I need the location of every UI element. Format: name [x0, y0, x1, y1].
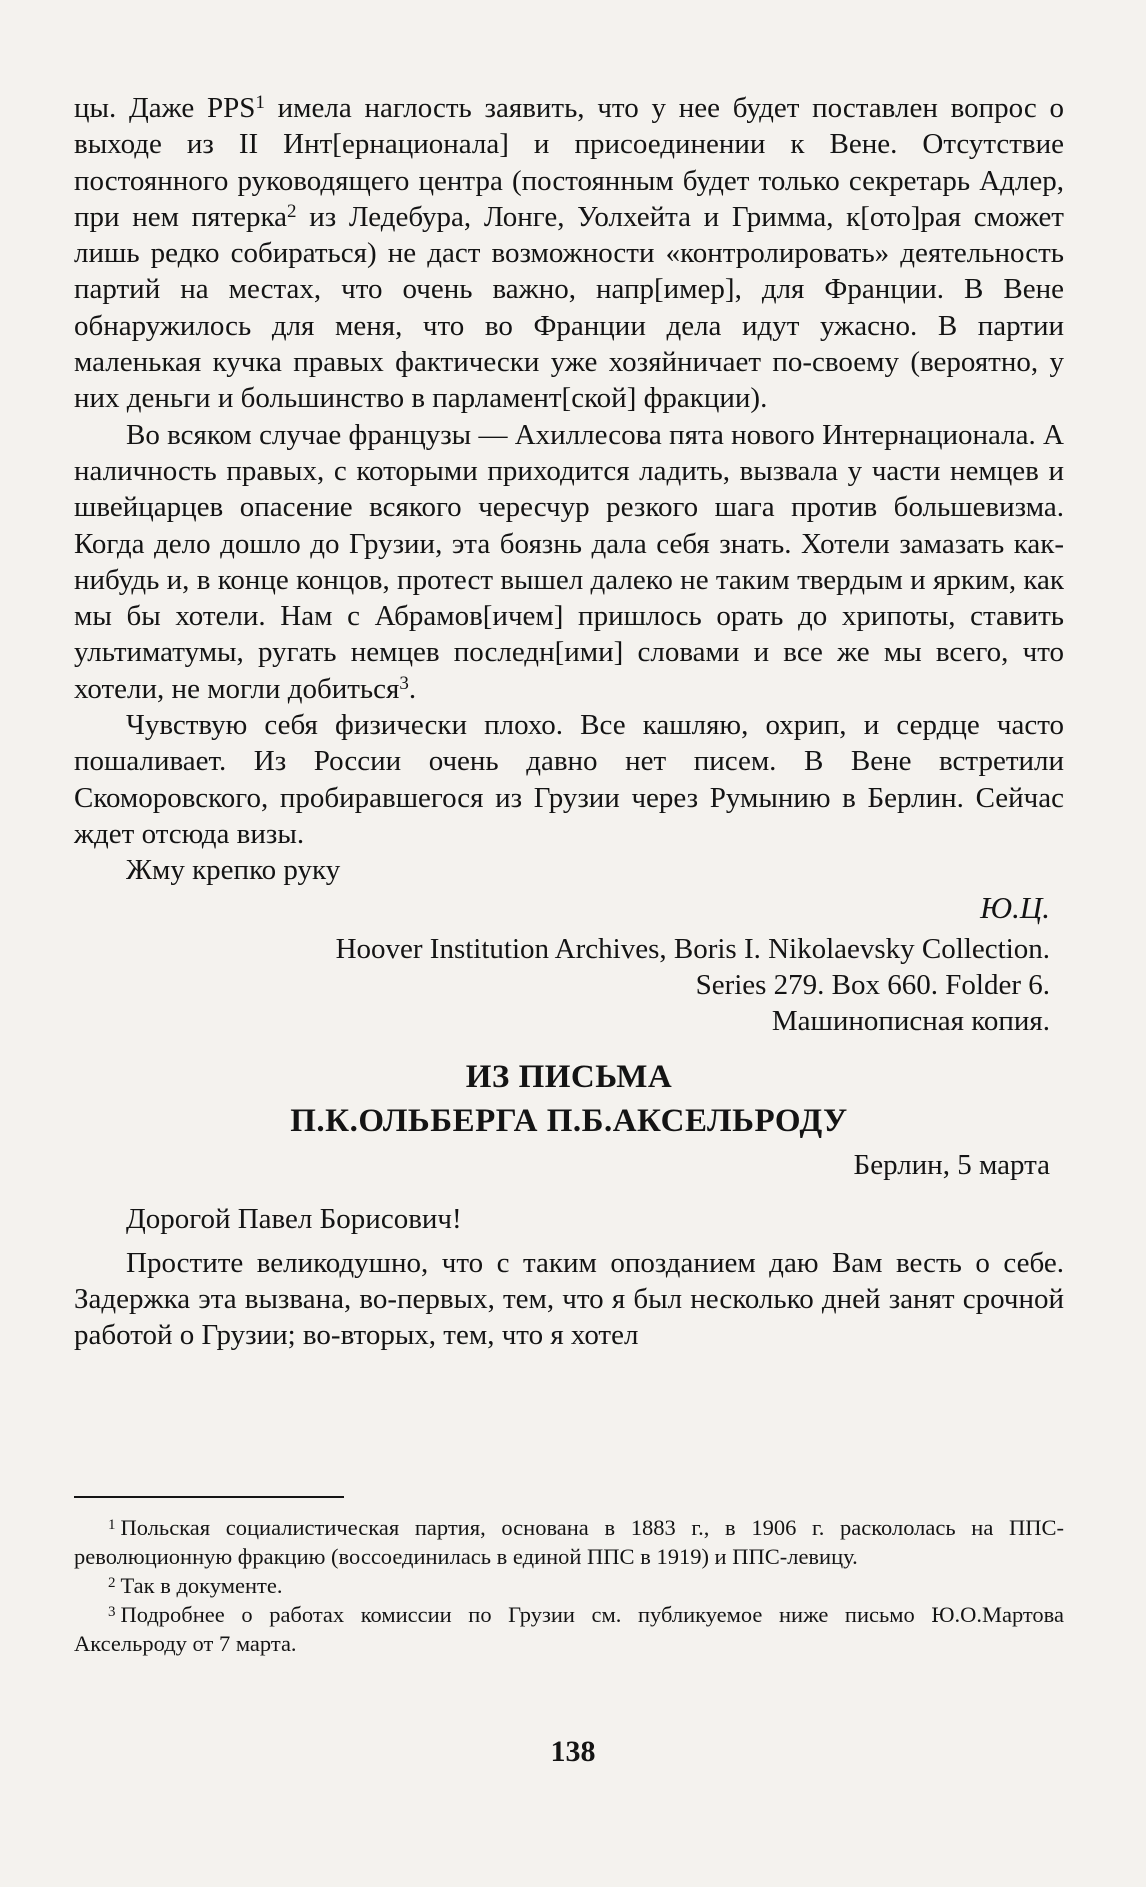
- text-span: из Ледебура, Лонге, Уолхейта и Гримма, к[ото]рая сможет лишь редко собираться) не даст возможности «контролировать» деятельность партий на местах, что очень важно, напр[имер], для Франции. В Вене обнаружилось для меня, что во Франции дела идут ужасно. В партии маленькая кучка правых фактически уже хозяйничает по-своему (вероятно, у них деньги и большинство в парламент[ской] фракции).: [74, 200, 1064, 415]
- footnote-ref: 1: [255, 92, 265, 113]
- section-heading: П.К.ОЛЬБЕРГА П.Б.АКСЕЛЬРОДУ: [290, 1102, 848, 1139]
- footnote-text: Подробнее о работах комиссии по Грузии см. публикуемое ниже письмо Ю.О.Мартова Аксельроду от 7 марта.: [74, 1602, 1064, 1656]
- footnote-text: Польская социалистическая партия, основана в 1883 г., в 1906 г. раскололась на ППС-революционную фракцию (воссоединилась в единой ППС в 1919) и ППС-левицу.: [74, 1515, 1064, 1569]
- paragraph: Простите великодушно, что с таким опозданием даю Вам весть о себе. Задержка эта вызвана, во-первых, тем, что я был несколько дней занят срочной работой о Грузии; во-вторых, тем, что я хотел: [74, 1246, 1064, 1352]
- footnote-ref: 3: [399, 672, 409, 694]
- archive-series: Series 279. Box 660. Folder 6.: [695, 968, 1050, 1001]
- signature: Ю.Ц.: [980, 889, 1050, 925]
- text-span: Во всяком случае французы — Ахиллесова пята нового Интернационала. А наличность правых, с которыми приходится ладить, вызвала у части немцев и швейцарцев опасение всякого чересчур резкого шага против большевизма. Когда дело дошло до Грузии, эта боязнь дала себя знать. Хотели замазать как-нибудь и, в конце концов, протест вышел далеко не таким твердым и ярким, как мы бы хотели. Нам с Абрамов[ичем] пришлось орать до хрипоты, ставить ультиматумы, ругать немцев последн[ими] словами и все же мы всего, что хотели, не могли добиться: [74, 418, 1064, 705]
- paragraph: [74, 417, 1064, 707]
- paragraph: Чувствую себя физически плохо. Все кашляю, охрип, и сердце часто пошаливает. Из России очень давно нет писем. В Вене встретили Скоморовского, пробиравшегося из Грузии через Румынию в Берлин. Сейчас ждет отсюда визы.: [74, 709, 1064, 850]
- footnotes: [74, 1513, 1064, 1658]
- greeting: Дорогой Павел Борисович!: [126, 1202, 462, 1235]
- paragraph: [74, 90, 1064, 417]
- archive-copy-type: Машинописная копия.: [771, 1004, 1050, 1037]
- footnote-text: Так в документе.: [120, 1573, 283, 1598]
- footnote-number: 3: [108, 1604, 116, 1620]
- footnote: [74, 1571, 1064, 1600]
- footnote: [74, 1600, 1064, 1658]
- footnote-number: 2: [108, 1575, 116, 1591]
- footnote-number: 1: [108, 1517, 116, 1533]
- text-span: имела наглость заявить, что у нее будет поставлен вопрос о выходе из II Инт[ернационала] и присоединении к Вене. Отсутствие постоянного руководящего центра (постоянным будет только секретарь Адлер, при нем пятерка: [74, 92, 1064, 233]
- text-span: цы. Даже PPS: [74, 92, 256, 124]
- closing-line: Жму крепко руку: [126, 854, 341, 887]
- footnote: [74, 1513, 1064, 1571]
- footnote-separator: [74, 1496, 344, 1498]
- section-heading: ИЗ ПИСЬМА: [465, 1058, 673, 1095]
- text-span: .: [408, 672, 417, 705]
- footnote-ref: 2: [287, 200, 297, 222]
- main-text: [74, 90, 1064, 1353]
- archive-source: Hoover Institution Archives, Boris I. Nikolaevsky Collection.: [335, 932, 1050, 965]
- place-date: Берлин, 5 марта: [853, 1148, 1050, 1181]
- page-number: 138: [550, 1735, 596, 1768]
